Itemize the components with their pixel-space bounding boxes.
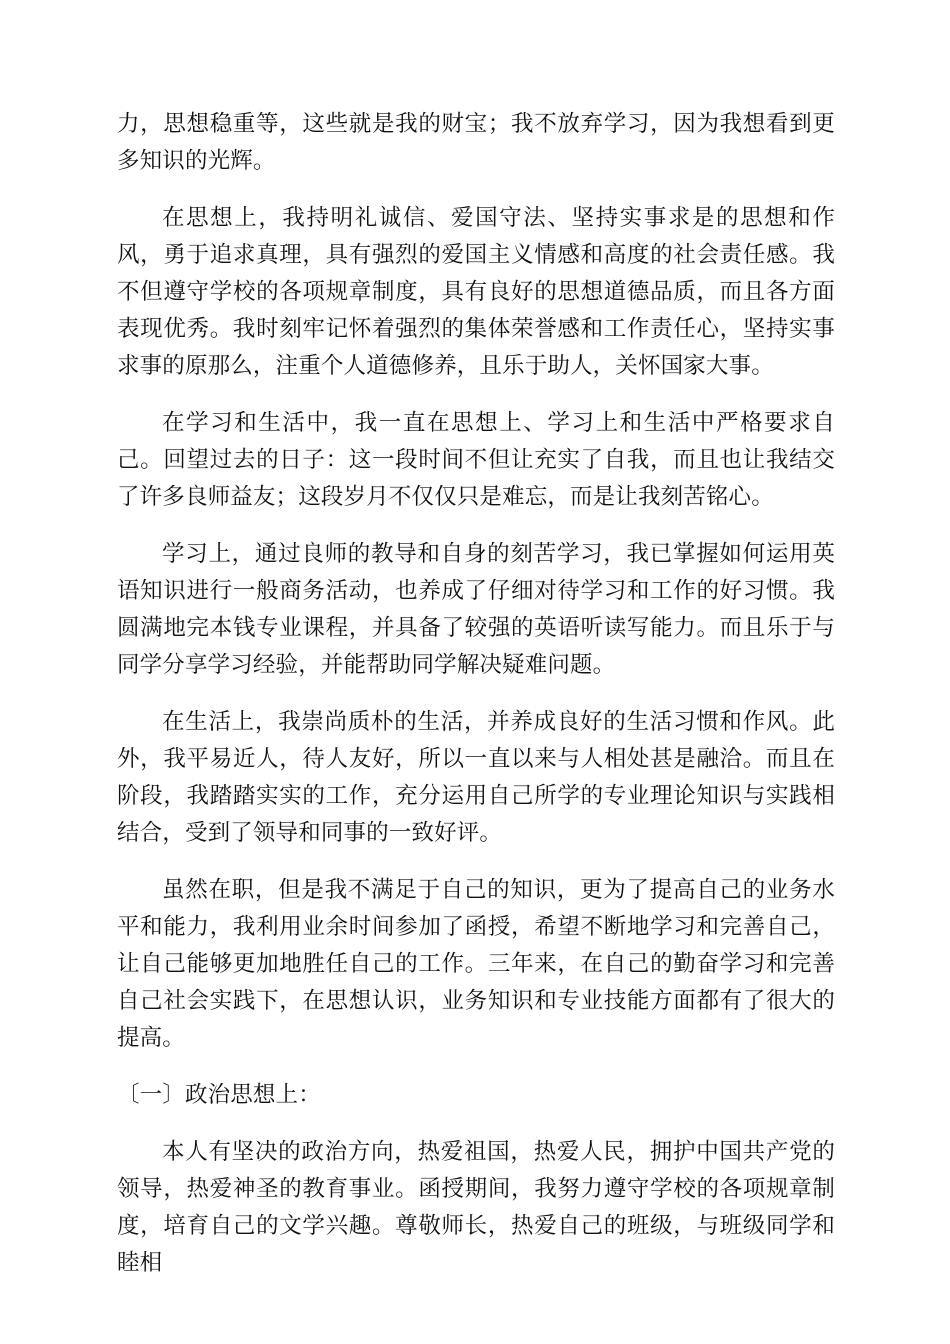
paragraph-1: 力，思想稳重等，这些就是我的财宝；我不放弃学习，因为我想看到更多知识的光辉。 [117, 111, 835, 174]
paragraph-5: 在生活上，我崇尚质朴的生活，并养成良好的生活习惯和作风。此外，我平易近人，待人友好，所以一直以来与人相处甚是融洽。而且在阶段，我踏踏实实的工作，充分运用自己所学的专业理论知识与实践相结合，受到了领导和同事的一致好评。 [117, 709, 835, 846]
paragraph-2: 在思想上，我持明礼诚信、爱国守法、坚持实事求是的思想和作风，勇于追求真理，具有强烈的爱国主义情感和高度的社会责任感。我不但遵守学校的各项规章制度，具有良好的思想道德品质，而且各方面表现优秀。我时刻牢记怀着强烈的集体荣誉感和工作责任心，坚持实事求事的原那么，注重个人道德修养，且乐于助人，关怀国家大事。 [117, 205, 835, 379]
paragraph-7: 本人有坚决的政治方向，热爱祖国，热爱人民，拥护中国共产党的领导，热爱神圣的教育事业。函授期间，我努力遵守学校的各项规章制度，培育自己的文学兴趣。尊敬师长，热爱自己的班级，与班级同学和睦相 [117, 1139, 835, 1276]
paragraph-6: 虽然在职，但是我不满足于自己的知识，更为了提高自己的业务水平和能力，我利用业余时间参加了函授，希望不断地学习和完善自己，让自己能够更加地胜任自己的工作。三年来，在自己的勤奋学习和完善自己社会实践下，在思想认识，业务知识和专业技能方面都有了很大的提高。 [117, 877, 835, 1051]
document-body [117, 106, 835, 1302]
paragraph-4: 学习上，通过良师的教导和自身的刻苦学习，我已掌握如何运用英语知识进行一般商务活动，也养成了仔细对待学习和工作的好习惯。我圆满地完本钱专业课程，并具备了较强的英语听读写能力。而且乐于与同学分享学习经验，并能帮助同学解决疑难问题。 [117, 541, 835, 678]
paragraph-3: 在学习和生活中，我一直在思想上、学习上和生活中严格要求自己。回望过去的日子：这一段时间不但让充实了自我，而且也让我结交了许多良师益友；这段岁月不仅仅只是难忘，而是让我刻苦铭心。 [117, 410, 835, 510]
section-heading: 〔一〕政治思想上： [117, 1082, 321, 1108]
